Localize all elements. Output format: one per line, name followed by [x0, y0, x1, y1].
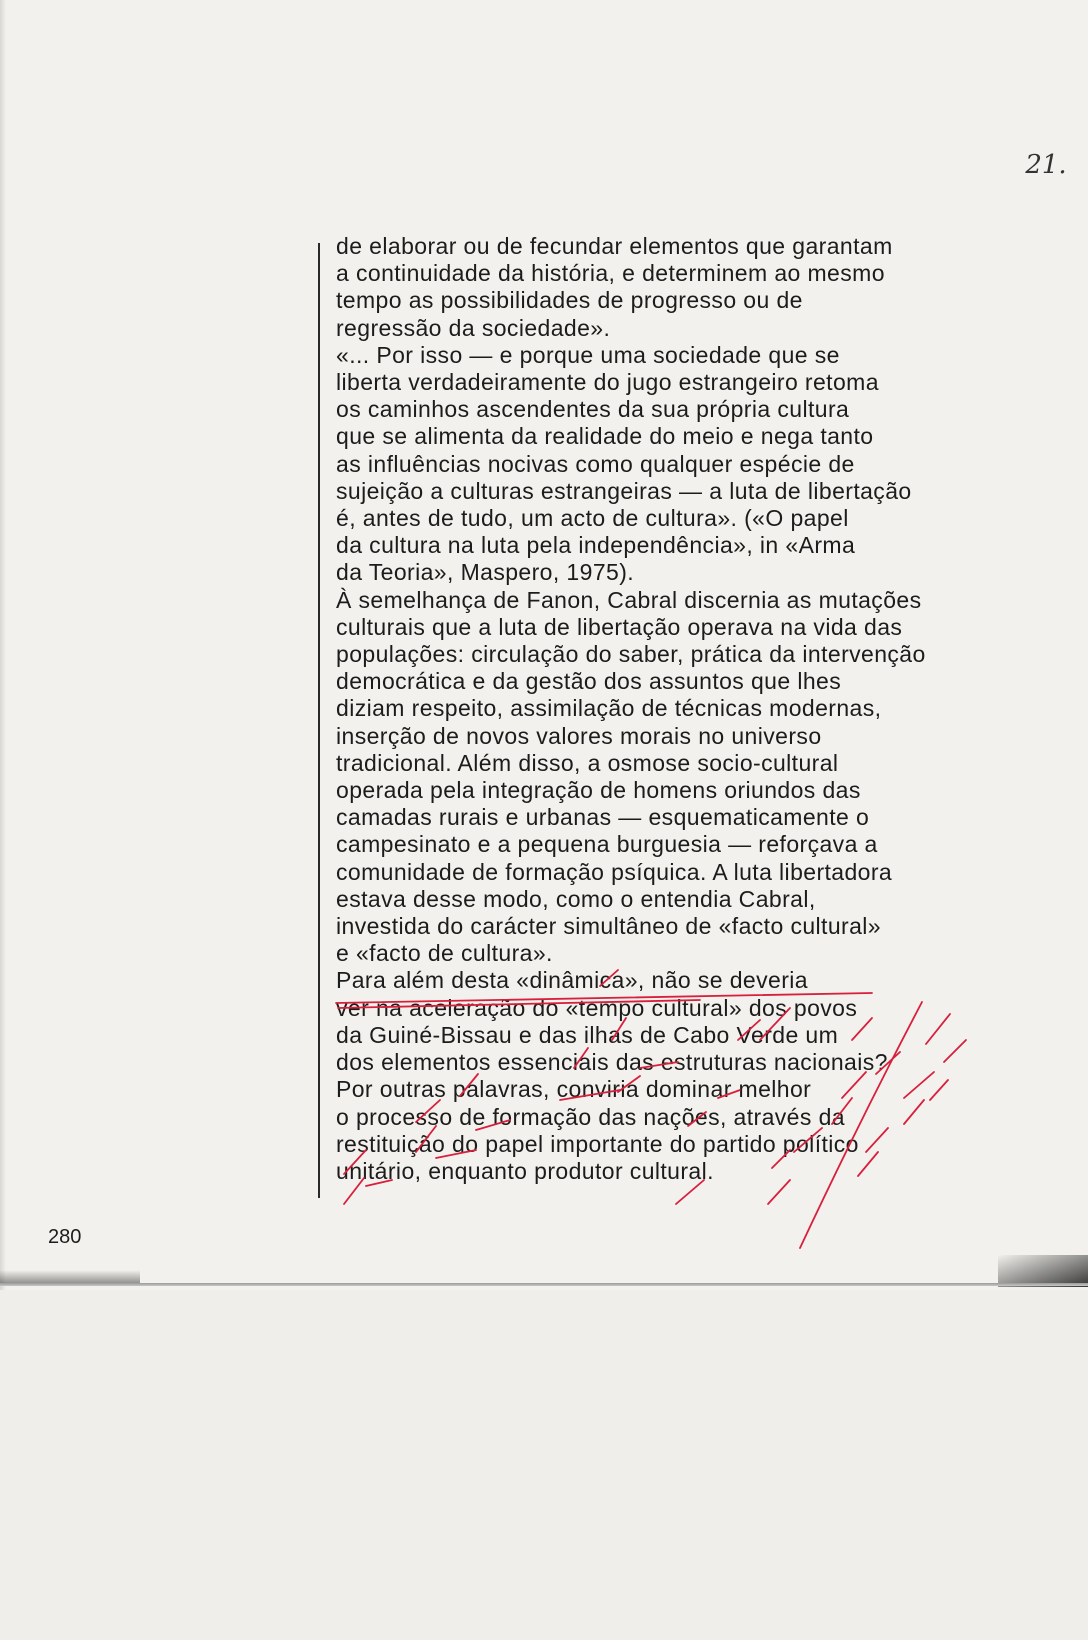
text-line: sujeição a culturas estrangeiras — a luta de libertação — [336, 477, 912, 504]
text-line-struck: Para além desta «dinâmica», não se deveria — [336, 967, 808, 994]
text-line: diziam respeito, assimilação de técnicas modernas, — [336, 695, 882, 722]
handwritten-page-annotation: 21. — [1025, 150, 1067, 180]
text-line: populações: circulação do saber, prática da intervenção — [336, 641, 926, 668]
text-line: À semelhança de Fanon, Cabral discernia as mutações — [336, 586, 922, 613]
text-line: inserção de novos valores morais no universo — [336, 722, 822, 749]
text-line: restituição do papel importante do partido político — [336, 1130, 859, 1157]
text-line: comunidade de formação psíquica. A luta libertadora — [336, 858, 893, 885]
text-line: estava desse modo, como o entendia Cabral, — [336, 885, 816, 912]
text-line: que se alimenta da realidade do meio e nega tanto — [336, 423, 874, 450]
text-line: campesinato e a pequena burguesia — reforçava a — [336, 831, 878, 858]
underlying-sheet — [0, 1290, 1088, 1640]
text-line: unitário, enquanto produtor cultural. — [336, 1157, 714, 1184]
text-line: liberta verdadeiramente do jugo estrangeiro retoma — [336, 369, 879, 396]
text-line: dos elementos essenciais das estruturas nacionais? — [336, 1049, 888, 1076]
text-line: regressão da sociedade». — [336, 314, 611, 341]
text-line: de elaborar ou de fecundar elementos que garantam — [336, 233, 893, 259]
text-line: investida do carácter simultâneo de «facto cultural» — [336, 913, 881, 940]
text-line: tradicional. Além disso, a osmose socio-cultural — [336, 749, 839, 776]
text-line: da Guiné-Bissau e das ilhas de Cabo Verde um — [336, 1021, 839, 1048]
page-fold-line — [0, 1283, 1088, 1286]
text-line: os caminhos ascendentes da sua própria cultura — [336, 396, 850, 423]
text-line: é, antes de tudo, um acto de cultura». («O papel — [336, 505, 849, 532]
text-line: operada pela integração de homens oriundos das — [336, 777, 861, 804]
page-left-edge — [0, 0, 6, 1290]
text-line: «... Por isso — e porque uma sociedade que se — [336, 341, 840, 368]
text-line: democrática e da gestão dos assuntos que lhes — [336, 668, 842, 695]
body-text — [336, 233, 1036, 1185]
text-line: tempo as possibilidades de progresso ou de — [336, 287, 803, 314]
text-line: e «facto de cultura». — [336, 940, 553, 967]
text-line: o processo de formação das nações, através da — [336, 1103, 845, 1130]
margin-vertical-bar — [318, 243, 320, 1198]
text-line: da cultura na luta pela independência», in «Arma — [336, 532, 856, 559]
text-line: culturais que a luta de libertação operava na vida das — [336, 613, 903, 640]
text-line: a continuidade da história, e determinem ao mesmo — [336, 260, 885, 287]
text-line: ver na aceleração do «tempo cultural» dos povos — [336, 994, 858, 1021]
page-number: 280 — [48, 1226, 82, 1248]
text-line: da Teoria», Maspero, 1975). — [336, 559, 635, 586]
text-line: as influências nocivas como qualquer espécie de — [336, 450, 855, 477]
text-line: camadas rurais e urbanas — esquematicamente o — [336, 804, 870, 831]
text-line: Por outras palavras, conviria dominar melhor — [336, 1076, 812, 1103]
